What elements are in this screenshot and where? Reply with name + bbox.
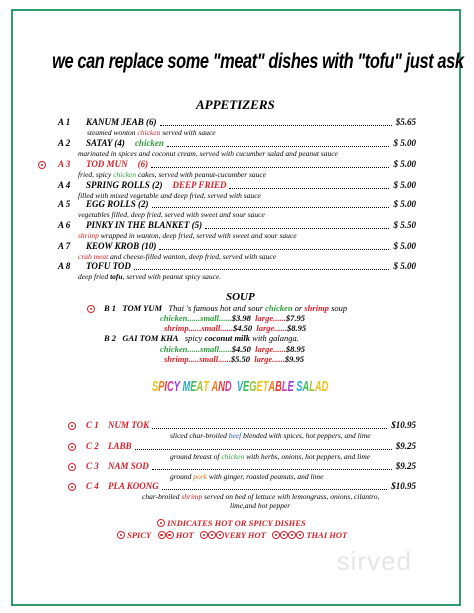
salad-title-letter: G <box>249 378 257 395</box>
leader-dots <box>162 489 387 490</box>
salad-title-letter: M <box>182 378 191 395</box>
item-price: $ 5.00 <box>393 241 416 251</box>
item-price: $ 5.50 <box>393 220 416 230</box>
item-code: C 1 <box>86 420 99 430</box>
salad-title-letter: E <box>190 378 197 395</box>
leader-dots <box>152 469 392 470</box>
salad-title-letter: L <box>309 378 315 395</box>
item-code: A 3 <box>58 159 71 169</box>
size-label: chicken......small...... <box>160 344 232 354</box>
item-description <box>78 272 221 281</box>
item-name: TOD MUN (6) <box>86 159 149 169</box>
item-price: $ 5.00 <box>393 159 416 169</box>
hot-icon <box>208 531 216 539</box>
item-code: A 4 <box>58 180 71 190</box>
item-code: A 6 <box>58 220 71 230</box>
item-price: $ 5.00 <box>393 199 416 209</box>
desc-part: shrimp <box>181 492 203 501</box>
hot-icon <box>117 531 125 539</box>
item-description <box>170 452 370 461</box>
soup-name: TOM YUM <box>122 303 163 313</box>
leader-dots <box>151 167 389 168</box>
hot-icon <box>288 531 296 539</box>
soup-b2 <box>104 333 299 343</box>
soup-chicken: chicken <box>265 303 293 313</box>
legend-levels <box>117 530 347 540</box>
item-name: SATAY (4) chicken <box>86 138 164 148</box>
hot-icon <box>68 463 76 471</box>
soup-shrimp: shrimp <box>304 303 329 313</box>
item-price: $ 5.00 <box>393 138 416 148</box>
item-description-cont: lime,and hot pepper <box>230 501 291 510</box>
desc-part: beef <box>228 431 242 440</box>
item-price: $9.25 <box>395 441 416 451</box>
desc-part: wrapped in wanton, deep fried, served with sweet and sour sauce <box>98 231 297 240</box>
salad-title-letter: T <box>203 378 209 395</box>
desc-part: with herbs, onions, hot peppers, and lime <box>244 452 371 461</box>
item-extra: DEEP FRIED <box>172 180 227 190</box>
item-description <box>87 128 216 137</box>
soup-desc: Thai 's famous hot and sour <box>168 303 264 313</box>
item-name: NUM TOK <box>108 420 150 430</box>
item-name: PINKY IN THE BLANKET (5) <box>86 220 203 230</box>
item-code: C 2 <box>86 441 99 451</box>
large-label: large...... <box>255 344 286 354</box>
legend-thai-hot: THAI HOT <box>306 530 348 540</box>
salad-title-letter: D <box>321 378 329 395</box>
item-name: KEOW KROB (10) <box>86 241 157 251</box>
soup-price-row <box>160 313 305 323</box>
item-code: A 7 <box>58 241 71 251</box>
item-description <box>78 170 266 179</box>
salad-title-letter: D <box>224 378 232 395</box>
item-description <box>78 252 276 261</box>
desc-part: with ginger, roasted peanuts, and lime <box>207 472 324 481</box>
item-code: A 1 <box>58 117 71 127</box>
leader-dots <box>159 249 389 250</box>
item-description <box>78 231 297 240</box>
desc-part: pork <box>193 472 208 481</box>
desc-part: ground <box>170 472 194 481</box>
salad-title-letter: E <box>243 378 250 395</box>
soup-price-row <box>164 323 306 333</box>
soup-or: or <box>294 303 303 313</box>
hot-icon <box>68 483 76 491</box>
salad-title-letter: A <box>211 378 219 395</box>
salad-title-letter: P <box>158 378 165 395</box>
soup-desc-bold: coconut milk <box>204 333 251 343</box>
soup-price-row <box>164 354 304 364</box>
hot-icon <box>200 531 208 539</box>
salad-title-letter: A <box>268 378 276 395</box>
salad-title-letter: L <box>281 378 288 395</box>
salad-title-letter: S <box>152 378 159 395</box>
item-code: C 4 <box>86 481 99 491</box>
item-name: SPRING ROLLS (2) DEEP FRIED <box>86 180 227 190</box>
salad-title-letter: A <box>196 378 204 395</box>
item-price: $9.25 <box>395 461 416 471</box>
soup-desc: spicy <box>184 333 203 343</box>
hot-icon <box>272 531 280 539</box>
soup-code: B 1 <box>104 303 117 313</box>
salad-title-letter: C <box>167 378 174 395</box>
item-description <box>78 149 338 158</box>
leader-dots <box>134 269 389 270</box>
legend-title: INDICATES HOT OR SPICY DISHES <box>167 518 306 528</box>
soup-price-row <box>160 344 305 354</box>
salad-title-letter: T <box>262 378 269 395</box>
size-label: chicken......small...... <box>160 313 232 323</box>
desc-part: chicken <box>221 452 245 461</box>
salad-title-letter: S <box>296 378 303 395</box>
item-name: PLA KOONG <box>108 481 159 491</box>
salad-title <box>152 378 328 395</box>
desc-part: crab meat <box>78 252 109 261</box>
soup-title: SOUP <box>226 291 255 303</box>
item-name: KANUM JEAB (6) <box>86 117 157 127</box>
item-extra: chicken <box>134 138 164 148</box>
item-name: LABB <box>108 441 132 451</box>
hot-icon <box>158 531 166 539</box>
salad-title-letter: A <box>302 378 310 395</box>
salad-title-letter: E <box>287 378 294 395</box>
legend-very-hot: VERY HOT <box>224 530 266 540</box>
item-code: C 3 <box>86 461 99 471</box>
desc-part: chicken <box>113 170 137 179</box>
watermark: sirved <box>336 546 412 576</box>
hot-icon <box>216 531 224 539</box>
leader-dots <box>229 188 389 189</box>
large-price: $8.95 <box>285 344 305 354</box>
legend-hot: HOT <box>175 530 194 540</box>
hot-icon <box>68 443 76 451</box>
legend-title-row <box>157 518 306 528</box>
salad-title-letter: I <box>164 378 168 395</box>
small-price: $4.50 <box>232 323 253 333</box>
salad-title-letter: N <box>218 378 225 395</box>
large-label: large...... <box>255 313 286 323</box>
desc-part: chicken <box>137 128 161 137</box>
appetizers-title: APPETIZERS <box>196 97 275 112</box>
soup-b1 <box>104 303 347 313</box>
item-price: $ 5.00 <box>393 180 416 190</box>
salad-title-letter: Y <box>173 378 180 395</box>
item-description <box>170 472 323 481</box>
item-extra: (6) <box>137 159 149 169</box>
item-name: TOFU TOD <box>86 261 131 271</box>
large-price: $8.95 <box>287 323 307 333</box>
large-label: large...... <box>254 354 285 364</box>
desc-part: served on bed of lettuce with lemongrass, onions, cilantro, <box>202 492 380 501</box>
item-price: $10.95 <box>391 481 416 491</box>
hot-icon <box>166 531 174 539</box>
item-price: $ 5.00 <box>393 261 416 271</box>
desc-part: , served with peanut spicy sauce. <box>122 272 222 281</box>
small-price: $4.50 <box>231 344 251 354</box>
desc-part: fried, spicy <box>78 170 114 179</box>
salad-title-letter: B <box>275 378 282 395</box>
small-price: $5.50 <box>230 354 250 364</box>
item-description <box>142 492 379 501</box>
item-price: $10.95 <box>391 420 416 430</box>
size-label: shrimp.....small...... <box>164 354 231 364</box>
hot-icon <box>87 305 95 313</box>
large-price: $7.95 <box>285 313 305 323</box>
desc-part: shrimp <box>78 231 99 240</box>
hot-icon <box>280 531 288 539</box>
desc-part: deep fried <box>78 272 111 281</box>
item-description <box>78 210 265 219</box>
desc-part: sliced char-broiled <box>170 431 229 440</box>
headline: we can replace some "meat" dishes with "tofu" just ask <box>52 50 464 73</box>
hot-icon <box>68 422 76 430</box>
desc-part: tofu <box>110 272 123 281</box>
leader-dots <box>167 146 389 147</box>
soup-desc: with galanga. <box>252 333 299 343</box>
item-price: $5.65 <box>395 117 416 127</box>
desc-part: blended with spices, hot peppers, and lime <box>241 431 371 440</box>
hot-icon <box>157 519 165 527</box>
leader-dots <box>152 207 389 208</box>
soup-code: B 2 <box>104 333 117 343</box>
desc-part: served with sauce <box>160 128 216 137</box>
large-price: $9.95 <box>284 354 305 364</box>
desc-part: cakes, served with peanut-cucumber sauce <box>136 170 267 179</box>
desc-part: vegetables filled, deep fried, served with sweet and sour sauce <box>78 210 265 219</box>
leader-dots <box>152 428 387 429</box>
large-label: large...... <box>256 323 288 333</box>
salad-title-letter: V <box>236 378 244 395</box>
size-label: shrimp......small...... <box>164 323 233 333</box>
desc-part: filled with mixed vegetable and deep fried, served with sauce <box>78 191 261 200</box>
leader-dots <box>160 125 392 126</box>
desc-part: steamed wonton <box>87 128 138 137</box>
desc-part: char-broiled <box>142 492 182 501</box>
salad-title-letter: E <box>256 378 263 395</box>
item-description <box>170 431 371 440</box>
item-name: EGG ROLLS (2) <box>86 199 149 209</box>
legend-spicy: SPICY <box>127 530 152 540</box>
item-code: A 8 <box>58 261 71 271</box>
soup-name: GAI TOM KHA <box>122 333 179 343</box>
item-name: NAM SOD <box>108 461 149 471</box>
hot-icon <box>296 531 304 539</box>
salad-title-letter: A <box>314 378 322 395</box>
item-code: A 2 <box>58 138 71 148</box>
hot-icon <box>38 161 46 169</box>
desc-part: and cheese-filled wanton, deep fried, served with sauce <box>108 252 277 261</box>
desc-part: ground breast of <box>170 452 222 461</box>
item-code: A 5 <box>58 199 71 209</box>
leader-dots <box>205 228 389 229</box>
small-price: $3.98 <box>231 313 251 323</box>
soup-word: soup <box>331 303 348 313</box>
leader-dots <box>135 449 392 450</box>
desc-part: marinated in spices and coconut cream, served with cucumber salad and peanut sauce <box>78 149 338 158</box>
